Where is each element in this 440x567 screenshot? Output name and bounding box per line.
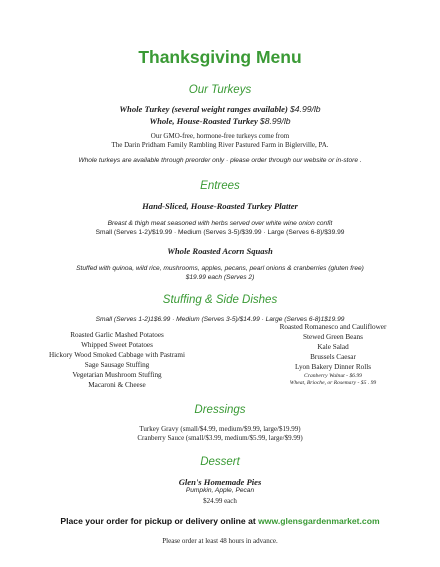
turkey-item-2-price: $8.99/lb	[259, 116, 291, 126]
dessert-flavors: Pumpkin, Apple, Pecan	[185, 487, 255, 494]
side-item: Stewed Green Beans	[303, 332, 363, 341]
side-item: Kale Salad	[317, 342, 349, 351]
side-item: Roasted Garlic Mashed Potatoes	[70, 331, 164, 339]
entree-item-2-price: $19.99 each (Serves 2)	[185, 274, 255, 281]
section-heading-turkeys: Our Turkeys	[188, 84, 252, 96]
advance-notice: Please order at least 48 hours in advance.	[162, 537, 278, 545]
order-line	[0, 516, 440, 526]
entree-item-2-name: Whole Roasted Acorn Squash	[167, 246, 273, 256]
turkey-item-2	[0, 116, 440, 126]
sides-right-column	[258, 323, 408, 387]
turkey-note-line-1: Our GMO-free, hormone-free turkeys come from	[150, 132, 290, 140]
entree-item-1-desc: Breast & thigh meat seasoned with herbs served over white wine onion confit	[107, 220, 333, 227]
preorder-note: Whole turkeys are available through preorder only · please order through our website or in-store .	[78, 157, 362, 164]
section-heading-entrees: Entrees	[200, 180, 240, 192]
dressing-line-2: Cranberry Sauce (small/$3.99, medium/$5.99, large/$9.99)	[137, 434, 303, 442]
turkey-item-1-price: $4.99/lb	[290, 104, 321, 114]
section-heading-sides: Stuffing & Side Dishes	[162, 294, 278, 306]
side-item: Macaroni & Cheese	[88, 380, 146, 389]
side-item: Roasted Romanesco and Cauliflower	[279, 323, 387, 331]
side-item: Lyon Bakery Dinner Rolls	[294, 362, 372, 371]
sides-left-column	[42, 331, 192, 390]
page-title: Thanksgiving Menu	[138, 47, 302, 67]
side-item: Sage Sausage Stuffing	[84, 360, 150, 369]
turkey-note-line-2: The Darin Pridham Family Rambling River Pastured Farm in Biglerville, PA.	[111, 141, 329, 149]
sides-sizes: Small (Serves 1-2)1$6.99 · Medium (Serves 3-5)/$14.99 · Large (Serves 6-8)1$19.99	[95, 316, 345, 323]
rolls-note-2: Wheat, Brioche, or Rosemary - $5 . 99	[289, 379, 377, 386]
side-item: Hickory Wood Smoked Cabbage with Pastrami	[48, 350, 186, 359]
turkey-item-1	[0, 104, 440, 114]
section-heading-dressings: Dressings	[194, 404, 246, 416]
turkey-item-1-name: Whole Turkey (several weight ranges available)	[119, 104, 288, 114]
order-text: Place your order for pickup or delivery online at	[60, 516, 259, 526]
section-heading-dessert: Dessert	[200, 456, 240, 468]
turkey-item-2-name: Whole, House-Roasted Turkey	[149, 116, 258, 126]
dessert-price: $24.99 each	[203, 497, 237, 505]
entree-item-1-name: Hand-Sliced, House-Roasted Turkey Platter	[142, 201, 298, 211]
website-link[interactable]: www.glensgardenmarket.com	[258, 516, 380, 526]
entree-item-2-desc: Stuffed with quinoa, wild rice, mushrooms, apples, pecans, pearl onions & cranberries (gluten free)	[76, 265, 364, 272]
entree-item-1-sizes: Small (Serves 1-2)/$19.99 · Medium (Serves 3-5)/$39.99 · Large (Serves 6-8)/$39.99	[95, 229, 345, 236]
side-item: Vegetarian Mushroom Stuffing	[72, 370, 162, 379]
dressing-line-1: Turkey Gravy (small/$4.99, medium/$9.99, large/$19.99)	[139, 425, 301, 433]
rolls-note-1: Cranberry Walnut - $6.99	[304, 372, 362, 379]
side-item: Brussels Caesar	[310, 352, 356, 361]
side-item: Whipped Sweet Potatoes	[81, 340, 153, 349]
dessert-name: Glen's Homemade Pies	[178, 477, 262, 487]
